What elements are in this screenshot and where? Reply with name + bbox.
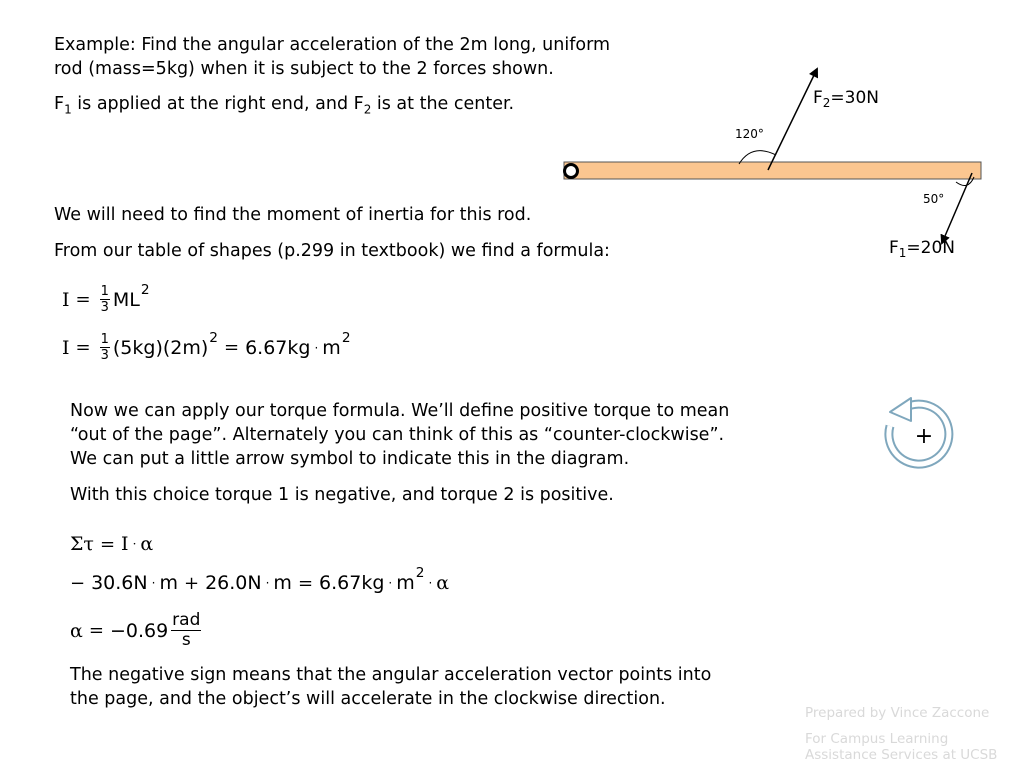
- torque-line-4: With this choice torque 1 is negative, and torque 2 is positive.: [70, 485, 614, 505]
- footer-organization: For Campus Learning Assistance Services at UCSB: [805, 731, 998, 763]
- torque-line-1: Now we can apply our torque formula. We’ll define positive torque to mean: [70, 401, 730, 421]
- torque-line-3: We can put a little arrow symbol to indicate this in the diagram.: [70, 449, 630, 469]
- inertia-formula: I = $\frac{1}{3}$ ML 2: [62, 281, 150, 315]
- counterclockwise-arrow-icon: [878, 396, 964, 476]
- inertia-line-1: We will need to find the moment of inertia for this rod.: [54, 205, 532, 225]
- torque-values-equation: − 30.6N · m + 26.0N · m = 6.67kg · m 2 · α: [70, 565, 450, 594]
- angle-120-label: 120°: [735, 127, 764, 141]
- inertia-calculation: I = $\frac{1}{3}$ (5kg)(2m) 2 = 6.67kg · m 2: [62, 329, 351, 363]
- force-diagram: [540, 55, 1010, 270]
- footer-credit: Prepared by Vince Zaccone: [805, 705, 990, 721]
- conclusion-text: [70, 663, 711, 711]
- conclusion-line-1: The negative sign means that the angular acceleration vector points into: [70, 665, 712, 685]
- torque-text: [70, 399, 729, 471]
- intro-line-3: $F_1$ is applied at the right end, and $F_2$ is at the center.: [54, 94, 515, 117]
- f1-label: $F_1=20N$: [889, 238, 956, 260]
- intro-line-2: rod (mass=5kg) when it is subject to the 2 forces shown.: [54, 59, 554, 79]
- force-f1-arrow: [942, 173, 972, 243]
- rod: [564, 162, 981, 179]
- f2-label: $F_2=30N$: [813, 88, 880, 110]
- inertia-line-2: From our table of shapes (p.299 in textbook) we find a formula:: [54, 241, 610, 261]
- conclusion-line-2: the page, and the object’s will accelerate in the clockwise direction.: [70, 689, 666, 709]
- pivot-icon: [565, 165, 578, 178]
- angle-50-label: 50°: [923, 192, 945, 206]
- intro-line-1: Example: Find the angular acceleration of the 2m long, uniform: [54, 35, 611, 55]
- intro-text: [54, 33, 610, 81]
- torque-line-2: “out of the page”. Alternately you can think of this as “counter-clockwise”.: [70, 425, 725, 445]
- alpha-result-equation: α = −0.69 $\frac{\text{rad}}{s}$: [70, 610, 201, 650]
- torque-sum-equation: Στ = I · α: [70, 533, 154, 555]
- plus-sign: +: [914, 424, 934, 449]
